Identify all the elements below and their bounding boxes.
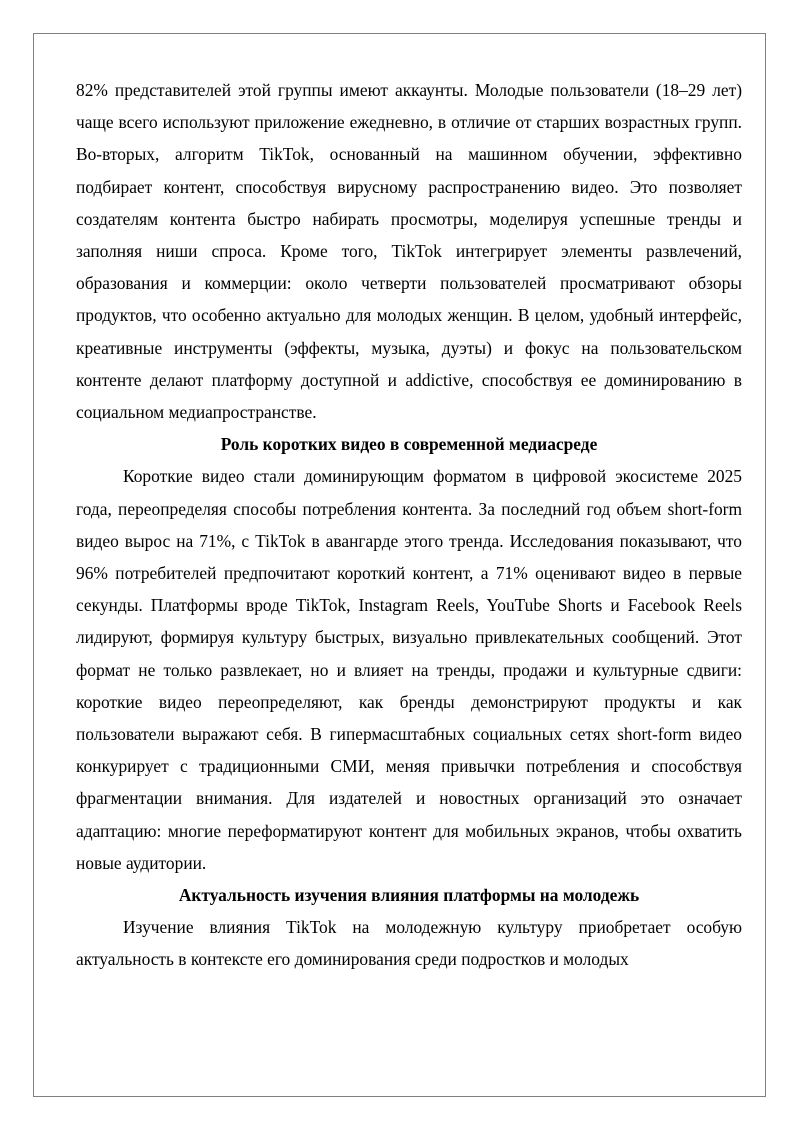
- paragraph-relevance: Изучение влияния TikTok на молодежную культуру приобретает особую актуальность в контексте его доминирования среди подростков и молодых: [76, 917, 742, 970]
- heading-research-relevance: Актуальность изучения влияния платформы на молодежь: [178, 885, 640, 906]
- paragraph-short-video: Короткие видео стали доминирующим форматом в цифровой экосистеме 2025 года, переопределяя способы потребления контента. За последний год объем short-form видео вырос на 71%, с TikTok в авангарде этого тренда. Исследования показывают, что 96% потребителей предпочитают короткий контент, а 71% оценивают видео в первые секунды. Платформы вроде TikTok, Instagram Reels, YouTube Shorts и Facebook Reels лидируют, формируя культуру быстрых, визуально привлекательных сообщений. Этот формат не только развлекает, но и влияет на тренды, продажи и культурные сдвиги: короткие видео переопределяют, как бренды демонстрируют продукты и как пользователи выражают себя. В гипермасштабных социальных сетях short-form видео конкурирует с традиционными СМИ, меняя привычки потребления и способствуя фрагментации внимания. Для издателей и новостных организаций это означает адаптацию: многие переформатируют контент для мобильных экранов, чтобы охватить новые аудитории.: [76, 466, 742, 873]
- paragraph-intro: 82% представителей этой группы имеют аккаунты. Молодые пользователи (18–29 лет) чаще всего используют приложение ежедневно, в отличие от старших возрастных групп. Во-вторых, алгоритм TikTok, основанный на машинном обучении, эффективно подбирает контент, способствуя вирусному распространению видео. Это позволяет создателям контента быстро набирать просмотры, моделируя успешные тренды и заполняя ниши спроса. Кроме того, TikTok интегрирует элементы развлечений, образования и коммерции: около четверти пользователей просматривают обзоры продуктов, что особенно актуально для молодых женщин. В целом, удобный интерфейс, креативные инструменты (эффекты, музыка, дуэты) и фокус на пользовательском контенте делают платформу доступной и addictive, способствуя ее доминированию в социальном медиапространстве.: [76, 80, 742, 423]
- heading-short-video-role: Роль коротких видео в современной медиасреде: [220, 434, 598, 455]
- document-body: [76, 74, 742, 976]
